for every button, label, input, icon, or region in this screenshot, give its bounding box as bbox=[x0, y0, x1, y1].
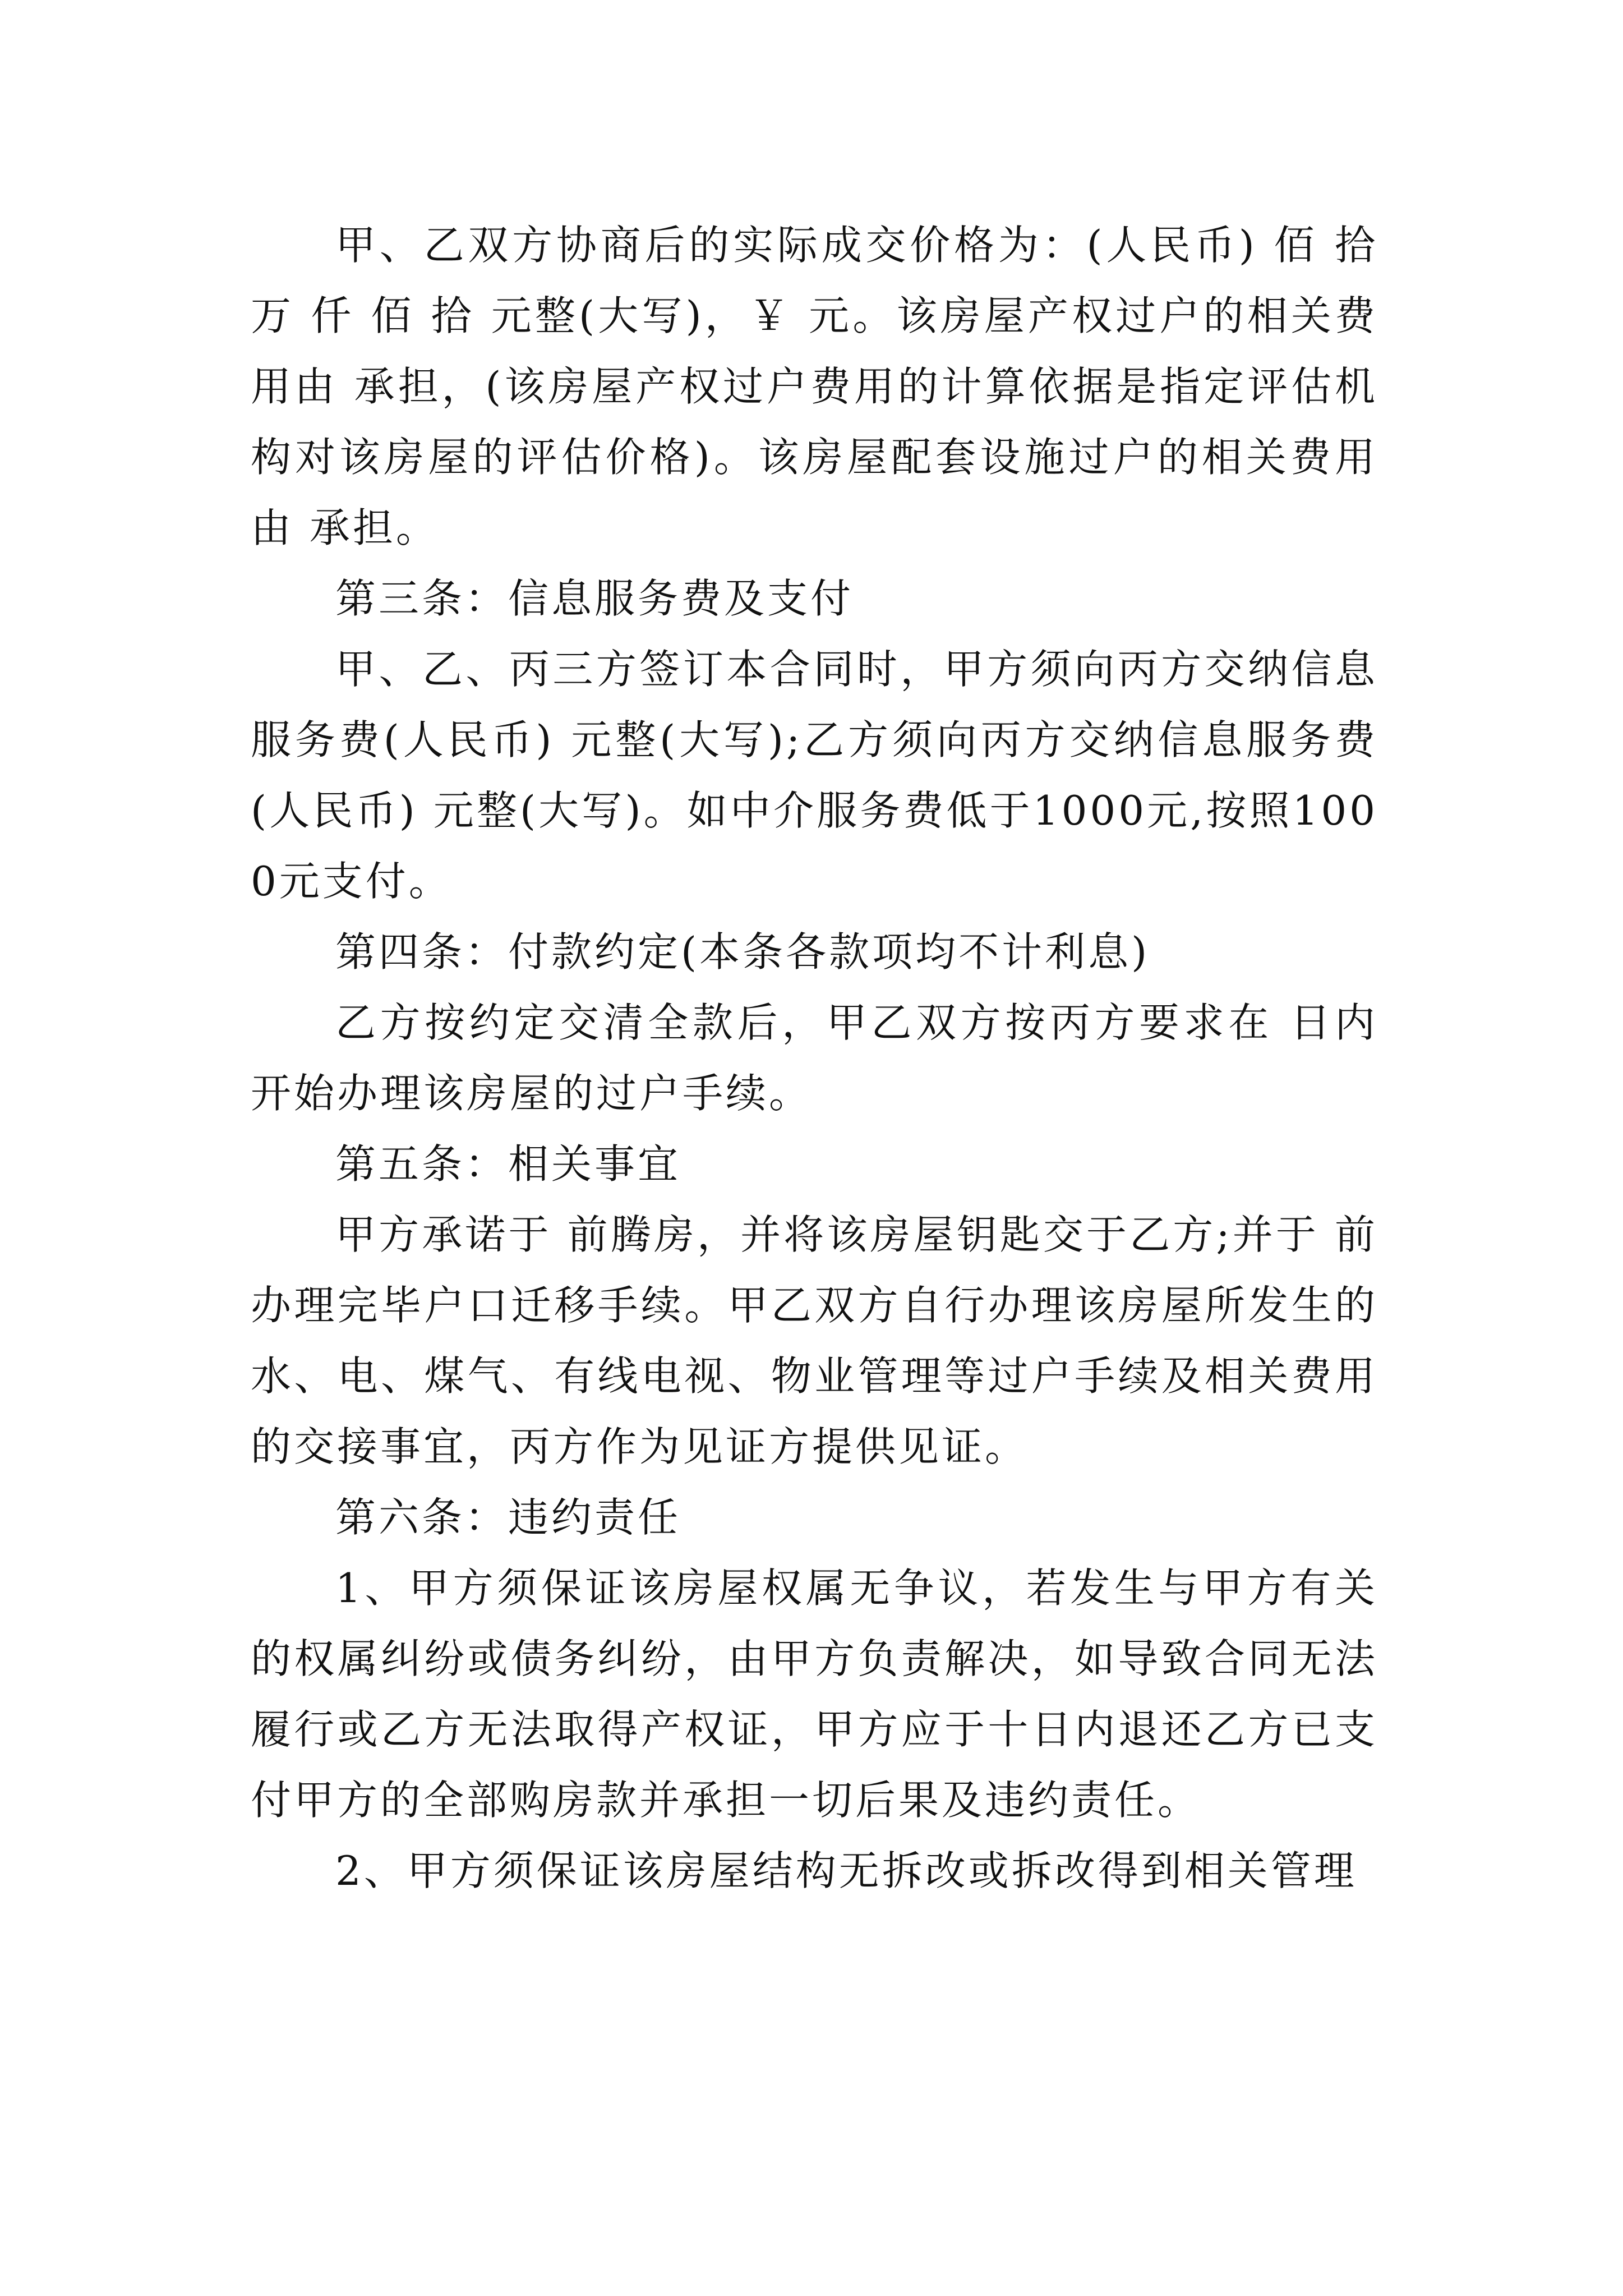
section-heading-article-4: 第四条：付款约定(本条各款项均不计利息) bbox=[335, 928, 1150, 976]
section-heading-article-5: 第五条：相关事宜 bbox=[335, 1140, 681, 1188]
section-heading-article-6: 第六条：违约责任 bbox=[335, 1494, 681, 1541]
section-heading-article-3: 第三条：信息服务费及支付 bbox=[335, 575, 854, 622]
document-body bbox=[251, 210, 1378, 1906]
paragraph-service-fee: 甲、乙、丙三方签订本合同时，甲方须向丙方交纳信息服务费(人民币) 元整(大写);乙方须向丙方交纳信息服务费(人民币) 元整(大写)。如中介服务费低于1000元,按照1000元支付。 bbox=[251, 646, 1378, 905]
paragraph-related-matters: 甲方承诺于 前腾房，并将该房屋钥匙交于乙方;并于 前办理完毕户口迁移手续。甲乙双方自行办理该房屋所发生的水、电、煤气、有线电视、物业管理等过户手续及相关费用的交接事宜，丙方作为见证方提供见证。 bbox=[251, 1211, 1378, 1470]
paragraph-price-terms: 甲、乙双方协商后的实际成交价格为：(人民币) 佰 拾万 仟 佰 拾 元整(大写)，￥ 元。该房屋产权过户的相关费用由 承担，(该房屋产权过户费用的计算依据是指定评估机构对该房屋的评估价格)。该房屋配套设施过户的相关费用由 承担。 bbox=[251, 222, 1378, 551]
paragraph-liability-1: 1、甲方须保证该房屋权属无争议，若发生与甲方有关的权属纠纷或债务纠纷，由甲方负责解决，如导致合同无法履行或乙方无法取得产权证，甲方应于十日内退还乙方已支付甲方的全部购房款并承担一切后果及违约责任。 bbox=[251, 1565, 1378, 1824]
paragraph-payment-agreement: 乙方按约定交清全款后，甲乙双方按丙方要求在 日内开始办理该房屋的过户手续。 bbox=[251, 999, 1378, 1117]
paragraph-liability-2: 2、甲方须保证该房屋结构无拆改或拆改得到相关管理 bbox=[335, 1847, 1357, 1894]
